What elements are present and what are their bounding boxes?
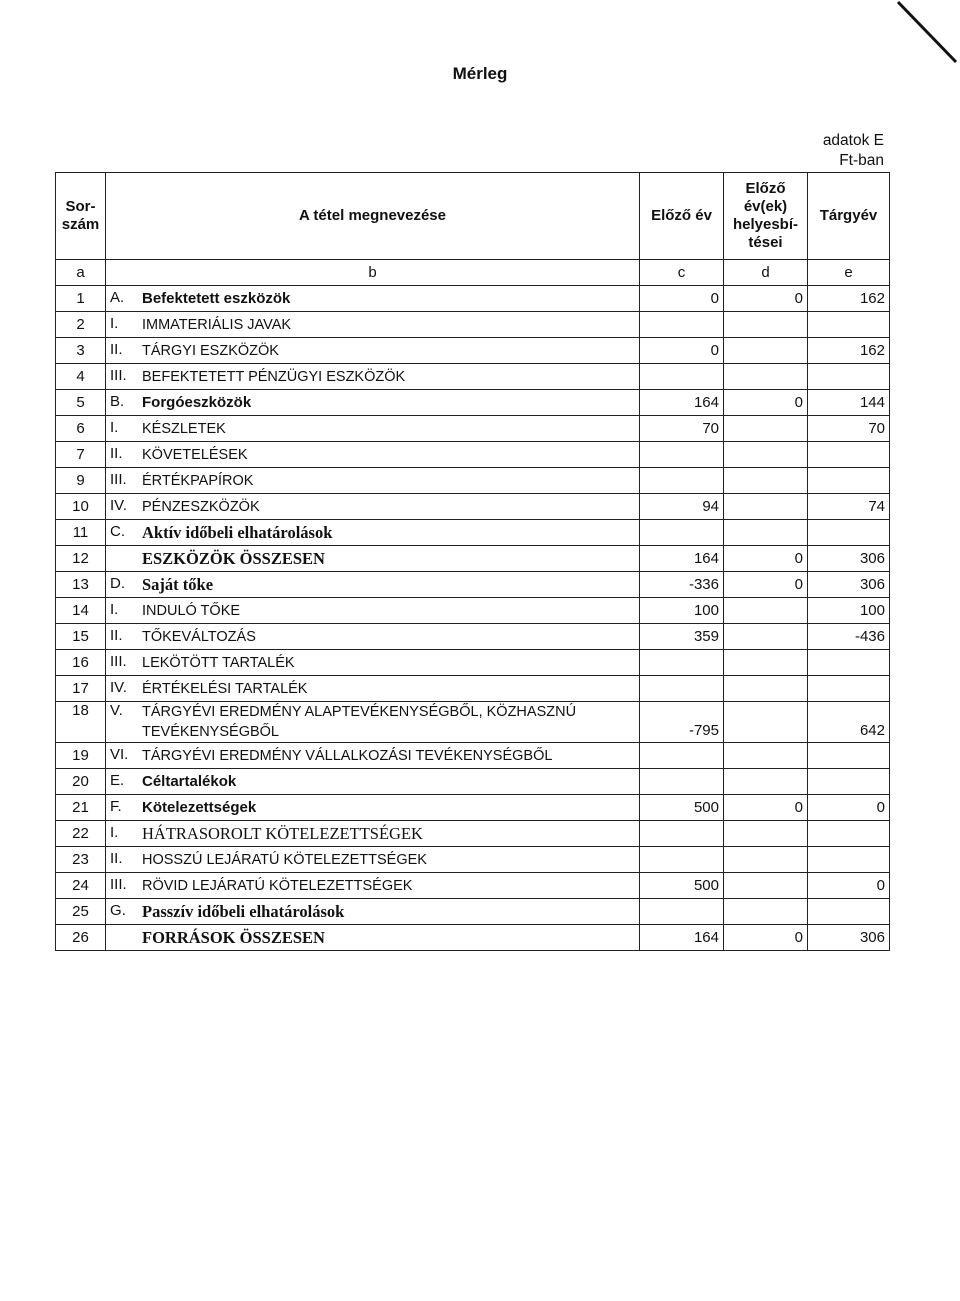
row-item-name-cell bbox=[106, 494, 640, 520]
row-number: 2 bbox=[56, 312, 106, 338]
table-row bbox=[56, 442, 890, 468]
row-code: IV. bbox=[110, 496, 127, 514]
row-current-year bbox=[808, 899, 890, 925]
row-item-name-cell bbox=[106, 442, 640, 468]
row-item-name-cell bbox=[106, 821, 640, 847]
row-correction bbox=[724, 624, 808, 650]
row-item-name: Kötelezettségek bbox=[142, 798, 257, 816]
row-item-name: HOSSZÚ LEJÁRATÚ KÖTELEZETTSÉGEK bbox=[142, 851, 427, 868]
row-previous-year: 359 bbox=[640, 624, 724, 650]
row-correction bbox=[724, 312, 808, 338]
row-correction bbox=[724, 494, 808, 520]
table-row bbox=[56, 873, 890, 899]
row-item-name: ESZKÖZÖK ÖSSZESEN bbox=[142, 548, 325, 568]
header-corr-line3: helyesbí- bbox=[732, 216, 799, 233]
row-correction bbox=[724, 468, 808, 494]
row-item-name: ÉRTÉKPAPÍROK bbox=[142, 472, 254, 489]
row-previous-year bbox=[640, 743, 724, 769]
row-current-year bbox=[808, 442, 890, 468]
row-item-name-cell bbox=[106, 286, 640, 312]
row-code: VI. bbox=[110, 745, 129, 763]
row-number: 13 bbox=[56, 572, 106, 598]
row-current-year: -436 bbox=[808, 624, 890, 650]
row-current-year bbox=[808, 468, 890, 494]
row-number: 19 bbox=[56, 743, 106, 769]
row-item-name-cell bbox=[106, 873, 640, 899]
row-number: 23 bbox=[56, 847, 106, 873]
row-correction: 0 bbox=[724, 795, 808, 821]
row-number: 3 bbox=[56, 338, 106, 364]
row-item-name: HÁTRASOROLT KÖTELEZETTSÉGEK bbox=[142, 823, 423, 843]
row-number: 15 bbox=[56, 624, 106, 650]
table-row bbox=[56, 598, 890, 624]
row-code: I. bbox=[110, 823, 119, 841]
row-previous-year bbox=[640, 364, 724, 390]
table-row bbox=[56, 364, 890, 390]
row-item-name: LEKÖTÖTT TARTALÉK bbox=[142, 654, 295, 671]
row-current-year bbox=[808, 364, 890, 390]
row-item-name: RÖVID LEJÁRATÚ KÖTELEZETTSÉGEK bbox=[142, 877, 413, 894]
row-previous-year: -336 bbox=[640, 572, 724, 598]
row-code: V. bbox=[110, 702, 123, 719]
row-current-year bbox=[808, 676, 890, 702]
row-item-name-cell bbox=[106, 468, 640, 494]
row-code: I. bbox=[110, 600, 119, 618]
row-number: 7 bbox=[56, 442, 106, 468]
row-previous-year bbox=[640, 468, 724, 494]
table-row bbox=[56, 743, 890, 769]
table-row bbox=[56, 769, 890, 795]
row-item-name-cell bbox=[106, 925, 640, 951]
table-body bbox=[56, 286, 890, 951]
header-current-year: Tárgyév bbox=[808, 173, 890, 260]
row-code: III. bbox=[110, 875, 127, 893]
row-correction bbox=[724, 364, 808, 390]
header-corr-line2: év(ek) bbox=[743, 198, 788, 215]
table-row bbox=[56, 847, 890, 873]
row-item-name: BEFEKTETETT PÉNZÜGYI ESZKÖZÖK bbox=[142, 368, 406, 385]
row-item-name-cell bbox=[106, 899, 640, 925]
row-previous-year bbox=[640, 821, 724, 847]
table-row bbox=[56, 286, 890, 312]
letter-a: a bbox=[56, 260, 106, 286]
row-item-name-cell bbox=[106, 624, 640, 650]
row-number: 25 bbox=[56, 899, 106, 925]
header-previous-year: Előző év bbox=[640, 173, 724, 260]
row-item-name-cell bbox=[106, 650, 640, 676]
table-row bbox=[56, 416, 890, 442]
table-row bbox=[56, 338, 890, 364]
row-item-name-cell bbox=[106, 769, 640, 795]
row-previous-year: 164 bbox=[640, 390, 724, 416]
row-previous-year bbox=[640, 676, 724, 702]
row-item-name: FORRÁSOK ÖSSZESEN bbox=[142, 927, 325, 947]
letter-b: b bbox=[106, 260, 640, 286]
row-number: 17 bbox=[56, 676, 106, 702]
row-current-year bbox=[808, 743, 890, 769]
row-number: 21 bbox=[56, 795, 106, 821]
row-number: 4 bbox=[56, 364, 106, 390]
row-number: 20 bbox=[56, 769, 106, 795]
row-previous-year: 100 bbox=[640, 598, 724, 624]
row-item-name: KÉSZLETEK bbox=[142, 420, 226, 437]
row-number: 14 bbox=[56, 598, 106, 624]
row-item-name: ÉRTÉKELÉSI TARTALÉK bbox=[142, 680, 308, 697]
row-code: II. bbox=[110, 444, 123, 462]
row-current-year: 306 bbox=[808, 925, 890, 951]
row-previous-year: -795 bbox=[640, 702, 724, 743]
row-number: 16 bbox=[56, 650, 106, 676]
row-previous-year: 500 bbox=[640, 873, 724, 899]
row-code: III. bbox=[110, 366, 127, 384]
row-correction bbox=[724, 821, 808, 847]
row-item-name: PÉNZESZKÖZÖK bbox=[142, 498, 260, 515]
row-current-year bbox=[808, 847, 890, 873]
table-row bbox=[56, 821, 890, 847]
row-correction bbox=[724, 520, 808, 546]
row-item-name: IMMATERIÁLIS JAVAK bbox=[142, 316, 292, 333]
row-current-year: 306 bbox=[808, 546, 890, 572]
row-number: 26 bbox=[56, 925, 106, 951]
table-row bbox=[56, 624, 890, 650]
row-previous-year: 94 bbox=[640, 494, 724, 520]
row-current-year bbox=[808, 769, 890, 795]
table-row bbox=[56, 546, 890, 572]
letter-e: e bbox=[808, 260, 890, 286]
row-code: D. bbox=[110, 574, 125, 592]
row-item-name-cell bbox=[106, 416, 640, 442]
row-previous-year bbox=[640, 847, 724, 873]
row-code: III. bbox=[110, 652, 127, 670]
row-previous-year: 70 bbox=[640, 416, 724, 442]
row-item-name: KÖVETELÉSEK bbox=[142, 446, 248, 463]
row-code: B. bbox=[110, 392, 125, 410]
row-current-year: 162 bbox=[808, 286, 890, 312]
row-correction: 0 bbox=[724, 286, 808, 312]
row-item-name: TÁRGYI ESZKÖZÖK bbox=[142, 342, 279, 359]
row-item-name-cell bbox=[106, 598, 640, 624]
row-number: 5 bbox=[56, 390, 106, 416]
table-row bbox=[56, 520, 890, 546]
page-title: Mérleg bbox=[452, 64, 508, 83]
row-previous-year bbox=[640, 650, 724, 676]
row-item-name: Aktív időbeli elhatárolások bbox=[142, 522, 333, 542]
row-previous-year: 164 bbox=[640, 546, 724, 572]
table-row bbox=[56, 468, 890, 494]
row-code: II. bbox=[110, 849, 123, 867]
column-letter-row bbox=[56, 260, 890, 286]
letter-d: d bbox=[724, 260, 808, 286]
row-correction bbox=[724, 743, 808, 769]
row-correction: 0 bbox=[724, 390, 808, 416]
row-item-name: Céltartalékok bbox=[142, 772, 237, 790]
row-code: II. bbox=[110, 340, 123, 358]
row-item-name: Passzív időbeli elhatárolások bbox=[142, 901, 345, 921]
units-line-1: adatok E bbox=[822, 132, 884, 149]
row-correction bbox=[724, 598, 808, 624]
row-code: A. bbox=[110, 288, 125, 306]
row-code: G. bbox=[110, 901, 126, 919]
row-number: 10 bbox=[56, 494, 106, 520]
header-row bbox=[56, 173, 890, 260]
row-current-year: 70 bbox=[808, 416, 890, 442]
row-number: 11 bbox=[56, 520, 106, 546]
row-item-name: INDULÓ TŐKE bbox=[142, 602, 241, 619]
row-number: 9 bbox=[56, 468, 106, 494]
row-previous-year: 0 bbox=[640, 338, 724, 364]
row-item-name-cell bbox=[106, 338, 640, 364]
row-item-name: Befektetett eszközök bbox=[142, 289, 291, 307]
row-item-name-cell bbox=[106, 364, 640, 390]
header-corrections bbox=[724, 173, 808, 260]
row-code bbox=[110, 549, 142, 569]
row-item-name: Forgóeszközök bbox=[142, 393, 252, 411]
header-item-name: A tétel megnevezése bbox=[106, 173, 640, 260]
row-previous-year bbox=[640, 520, 724, 546]
table-row bbox=[56, 390, 890, 416]
table-row bbox=[56, 572, 890, 598]
row-current-year: 642 bbox=[808, 702, 890, 743]
row-correction: 0 bbox=[724, 925, 808, 951]
row-current-year bbox=[808, 520, 890, 546]
row-previous-year bbox=[640, 769, 724, 795]
row-number: 18 bbox=[56, 702, 106, 743]
row-correction bbox=[724, 702, 808, 743]
table-row bbox=[56, 702, 890, 743]
balance-sheet-table bbox=[55, 172, 890, 951]
table-row bbox=[56, 676, 890, 702]
units-line-2: Ft-ban bbox=[839, 152, 884, 169]
header-sorszam bbox=[56, 173, 106, 260]
row-item-name-cell bbox=[106, 546, 640, 572]
row-correction bbox=[724, 769, 808, 795]
row-correction bbox=[724, 899, 808, 925]
table-row bbox=[56, 494, 890, 520]
row-correction bbox=[724, 873, 808, 899]
row-code: IV. bbox=[110, 678, 127, 696]
row-previous-year: 0 bbox=[640, 286, 724, 312]
row-current-year: 0 bbox=[808, 795, 890, 821]
row-code: E. bbox=[110, 771, 125, 789]
table-row bbox=[56, 899, 890, 925]
row-item-name-cell bbox=[106, 847, 640, 873]
units-note bbox=[790, 131, 884, 171]
row-item-name: TÁRGYÉVI EREDMÉNY VÁLLALKOZÁSI TEVÉKENYSÉGBŐL bbox=[142, 747, 553, 764]
table-row bbox=[56, 312, 890, 338]
table-row bbox=[56, 650, 890, 676]
row-item-name: TÁRGYÉVI EREDMÉNY ALAPTEVÉKENYSÉGBŐL, KÖZHASZNÚ TEVÉKENYSÉGBŐL bbox=[142, 704, 577, 740]
header-corr-line1: Előző bbox=[745, 180, 786, 197]
row-number: 6 bbox=[56, 416, 106, 442]
corner-scan-mark bbox=[890, 0, 960, 70]
row-current-year: 162 bbox=[808, 338, 890, 364]
row-code: II. bbox=[110, 626, 123, 644]
row-current-year bbox=[808, 821, 890, 847]
row-correction bbox=[724, 676, 808, 702]
row-current-year bbox=[808, 650, 890, 676]
row-item-name: Saját tőke bbox=[142, 574, 214, 594]
row-item-name-cell bbox=[106, 743, 640, 769]
row-number: 22 bbox=[56, 821, 106, 847]
row-number: 12 bbox=[56, 546, 106, 572]
row-correction: 0 bbox=[724, 546, 808, 572]
table-row bbox=[56, 925, 890, 951]
row-code bbox=[110, 928, 142, 948]
row-code: III. bbox=[110, 470, 127, 488]
row-item-name-cell bbox=[106, 572, 640, 598]
row-item-name-cell bbox=[106, 312, 640, 338]
row-correction: 0 bbox=[724, 572, 808, 598]
row-number: 24 bbox=[56, 873, 106, 899]
row-previous-year: 500 bbox=[640, 795, 724, 821]
row-current-year: 74 bbox=[808, 494, 890, 520]
row-code: F. bbox=[110, 797, 122, 815]
row-code: I. bbox=[110, 314, 119, 332]
row-correction bbox=[724, 416, 808, 442]
row-previous-year bbox=[640, 899, 724, 925]
row-current-year bbox=[808, 312, 890, 338]
table-row bbox=[56, 795, 890, 821]
row-correction bbox=[724, 847, 808, 873]
row-current-year: 306 bbox=[808, 572, 890, 598]
row-item-name: TŐKEVÁLTOZÁS bbox=[142, 628, 256, 645]
row-number: 1 bbox=[56, 286, 106, 312]
header-sorszam-line2: szám bbox=[61, 216, 100, 233]
row-item-name-cell bbox=[106, 390, 640, 416]
row-current-year: 100 bbox=[808, 598, 890, 624]
header-corr-line4: tései bbox=[748, 234, 783, 251]
row-correction bbox=[724, 650, 808, 676]
row-previous-year bbox=[640, 312, 724, 338]
row-correction bbox=[724, 442, 808, 468]
row-current-year: 144 bbox=[808, 390, 890, 416]
row-item-name-cell bbox=[106, 676, 640, 702]
row-correction bbox=[724, 338, 808, 364]
row-current-year: 0 bbox=[808, 873, 890, 899]
header-sorszam-line1: Sor- bbox=[65, 198, 96, 215]
row-item-name-cell bbox=[106, 702, 640, 743]
row-previous-year bbox=[640, 442, 724, 468]
row-item-name-cell bbox=[106, 795, 640, 821]
row-code: C. bbox=[110, 522, 125, 540]
row-code: I. bbox=[110, 418, 119, 436]
letter-c: c bbox=[640, 260, 724, 286]
row-previous-year: 164 bbox=[640, 925, 724, 951]
row-item-name-cell bbox=[106, 520, 640, 546]
